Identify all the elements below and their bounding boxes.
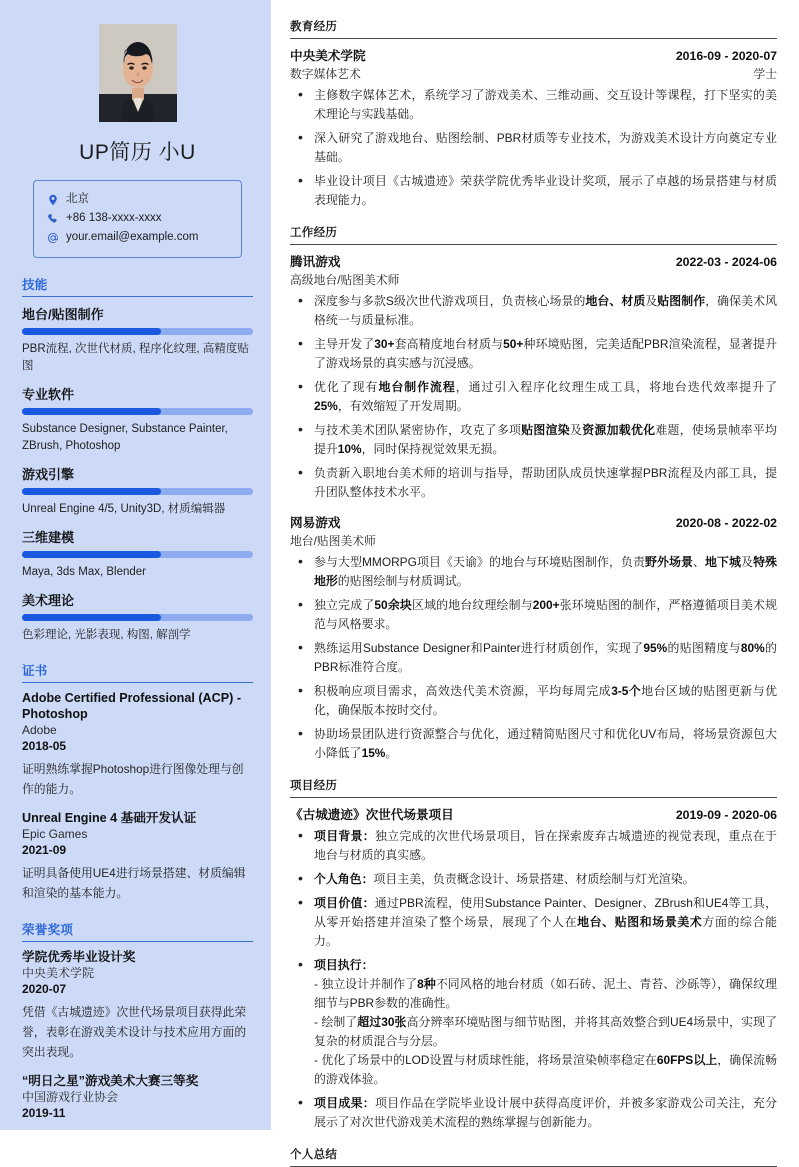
contact-phone (46, 209, 229, 228)
certificate-date: 2018-05 (22, 739, 67, 753)
certificate-org: Epic Games (22, 827, 88, 841)
job-title: 地台/贴图美术师 (290, 534, 376, 548)
skill-item (22, 464, 253, 518)
bullet: • 项目价值：通过PBR流程，使用Substance Painter、Designer、ZBrush和UE4等工具，从零开始搭建并渲染了整个场景，展现了个人在地台、贴图和场景美术方面的综合能力。 (290, 894, 777, 951)
contact-email-value: your.email@example.com (66, 231, 199, 243)
work-item-subheader (290, 532, 777, 549)
award-desc: 凭借《古城遗迹》次世代场景项目获得此荣誉，表彰在游戏美术设计与技术应用方面的突出表现。 (22, 1005, 247, 1059)
bullet: • 优化了现有地台制作流程，通过引入程序化纹理生成工具，将地台迭代效率提升了25%，有效缩短了开发周期。 (290, 378, 777, 416)
bullet: • 参与大型MMORPG项目《天谕》的地台与环境贴图制作，负责野外场景、地下城及特殊地形的贴图绘制与材质调试。 (290, 553, 777, 591)
work-item-subheader (290, 271, 777, 288)
skill-bar (22, 551, 253, 558)
sidebar-section-skills (22, 275, 253, 644)
bullet: • 个人角色：项目主美，负责概念设计、场景搭建、材质绘制与灯光渲染。 (290, 870, 777, 889)
skill-bar (22, 488, 253, 495)
contact-phone-value: +86 138-xxxx-xxxx (66, 212, 162, 224)
skill-name: 专业软件 (22, 387, 75, 402)
bullet: • 积极响应项目需求，高效迭代美术资源，平均每周完成3-5个地台区域的贴图更新与优化，确保版本按时交付。 (290, 682, 777, 720)
skill-desc: 色彩理论, 光影表现, 构图, 解剖学 (22, 629, 191, 641)
project-heading: 项目经历 (290, 777, 777, 798)
bullet: • 主导开发了30+套高精度地台材质与50+种环境贴图，完美适配PBR渲染流程，显著提升了游戏场景的真实感与沉浸感。 (290, 335, 777, 373)
skill-name: 地台/贴图制作 (22, 307, 104, 322)
work-bullets (290, 553, 777, 763)
award-date: 2019-11 (22, 1106, 66, 1120)
project-item-header (290, 804, 777, 823)
sidebar-section-awards (22, 920, 253, 1121)
profile-name: UP简历 小U (79, 141, 196, 164)
contact-card (33, 180, 242, 258)
skill-bar-fill (22, 328, 161, 335)
project-date: 2019-09 - 2020-06 (675, 808, 777, 822)
section-work (290, 224, 777, 763)
education-bullets (290, 86, 777, 210)
email-icon (46, 231, 59, 244)
bullet: • 深度参与多款S级次世代游戏项目，负责核心场景的地台、材质及贴图制作，确保美术风格统一与质量标准。 (290, 292, 777, 330)
skill-desc: Unreal Engine 4/5, Unity3D, 材质编辑器 (22, 503, 226, 515)
skill-bar (22, 328, 253, 335)
certificate-org: Adobe (22, 723, 57, 737)
contact-location-value: 北京 (66, 193, 89, 205)
bullet: • 主修数字媒体艺术，系统学习了游戏美术、三维动画、交互设计等课程，打下坚实的美术理论与实践基础。 (290, 86, 777, 124)
certificates-heading: 证书 (22, 661, 253, 683)
certificate-title: Unreal Engine 4 基础开发认证 (22, 811, 197, 825)
degree: 学士 (753, 67, 777, 81)
skill-desc: Substance Designer, Substance Painter, ZBrush, Photoshop (22, 423, 228, 452)
section-summary (290, 1146, 777, 1167)
skill-bar-fill (22, 488, 161, 495)
award-item (22, 1073, 253, 1121)
award-title: 学院优秀毕业设计奖 (22, 950, 136, 964)
award-date: 2020-07 (22, 982, 67, 996)
education-heading: 教育经历 (290, 18, 777, 39)
award-title: “明日之星”游戏美术大赛三等奖 (22, 1074, 199, 1088)
job-title: 高级地台/贴图美术师 (290, 273, 400, 287)
bullet: • 独立完成了50余块区域的地台纹理绘制与200+张环境贴图的制作，严格遵循项目美术规范与风格要求。 (290, 596, 777, 634)
education-item-subheader (290, 65, 777, 82)
sidebar-section-certificates (22, 661, 253, 903)
certificate-date: 2021-09 (22, 843, 67, 857)
skill-name: 游戏引擎 (22, 467, 75, 482)
bullet: • 深入研究了游戏地台、贴图绘制、PBR材质等专业技术，为游戏美术设计方向奠定专业基础。 (290, 129, 777, 167)
bullet: • 负责新入职地台美术师的培训与指导，帮助团队成员快速掌握PBR流程及内部工具，提升团队整体技术水平。 (290, 464, 777, 502)
bullet: • 项目成果：项目作品在学院毕业设计展中获得高度评价，并被多家游戏公司关注，充分展示了对次世代游戏美术流程的熟练掌握与创新能力。 (290, 1094, 777, 1132)
education-item (290, 45, 777, 210)
education-date: 2016-09 - 2020-07 (675, 49, 777, 63)
certificate-item (22, 810, 253, 903)
work-date: 2022-03 - 2024-06 (675, 255, 777, 269)
skill-bar (22, 408, 253, 415)
certificate-item (22, 690, 253, 799)
skill-item (22, 527, 253, 581)
work-item-header (290, 512, 777, 531)
sidebar (0, 0, 271, 1130)
company-name: 网易游戏 (290, 516, 341, 530)
certificate-desc: 证明具备使用UE4进行场景搭建、材质编辑和渲染的基本能力。 (22, 866, 246, 900)
skills-heading: 技能 (22, 275, 253, 297)
skill-desc: Maya, 3ds Max, Blender (22, 566, 147, 578)
skill-item (22, 590, 253, 644)
certificate-title: Adobe Certified Professional (ACP) - Photoshop (22, 691, 242, 721)
education-item-header (290, 45, 777, 64)
work-date: 2020-08 - 2022-02 (675, 516, 777, 530)
award-item (22, 949, 253, 1062)
project-item (290, 804, 777, 1132)
major: 数字媒体艺术 (290, 67, 361, 81)
skill-name: 美术理论 (22, 593, 75, 608)
photo-container (22, 24, 253, 122)
project-bullets (290, 827, 777, 1132)
phone-icon (46, 212, 59, 225)
bullet: • 项目背景：独立完成的次世代场景项目，旨在探索废弃古城遗迹的视觉表现，重点在于地台与材质的真实感。 (290, 827, 777, 865)
contact-location (46, 190, 229, 209)
skill-bar-fill (22, 614, 161, 621)
certificate-desc: 证明熟练掌握Photoshop进行图像处理与创作的能力。 (22, 762, 244, 796)
bullet: • 项目执行： - 独立设计并制作了8种不同风格的地台材质（如石砖、泥土、青苔、沙砾等），确保纹理细节与PBR参数的准确性。 - 绘制了超过30张高分辨率环境贴图与细节贴图，并将其高效整合到UE4场景中，实现了复杂的材质混合与分层。 - 优化了场景中的LOD设置与材质球性能，将场景渲染帧率稳定在60FPS以上，确保流畅的游戏体验。 (290, 956, 777, 1089)
bullet: • 与技术美术团队紧密协作，攻克了多项贴图渲染及资源加载优化难题，使场景帧率平均提升10%，同时保持视觉效果无损。 (290, 421, 777, 459)
work-item (290, 512, 777, 763)
company-name: 腾讯游戏 (290, 255, 341, 269)
bullet: • 协助场景团队进行资源整合与优化，通过精简贴图尺寸和优化UV布局，将场景资源包大小降低了15%。 (290, 725, 777, 763)
awards-heading: 荣誉奖项 (22, 920, 253, 942)
main-content (271, 0, 799, 1161)
contact-email (46, 228, 229, 247)
section-projects (290, 777, 777, 1132)
skill-name: 三维建模 (22, 530, 75, 545)
work-item-header (290, 251, 777, 270)
skill-bar-fill (22, 551, 161, 558)
school-name: 中央美术学院 (290, 49, 366, 63)
location-icon (46, 193, 59, 206)
section-education (290, 18, 777, 210)
skill-bar-fill (22, 408, 161, 415)
award-org: 中国游戏行业协会 (22, 1090, 119, 1104)
skill-desc: PBR流程, 次世代材质, 程序化纹理, 高精度贴图 (22, 343, 249, 372)
portrait-photo (99, 24, 177, 122)
project-title: 《古城遗迹》次世代场景项目 (290, 808, 454, 822)
bullet: • 熟练运用Substance Designer和Painter进行材质创作，实现了95%的贴图精度与80%的PBR标准符合度。 (290, 639, 777, 677)
work-bullets (290, 292, 777, 502)
summary-heading: 个人总结 (290, 1146, 777, 1167)
portrait-illustration (99, 24, 177, 122)
skill-item (22, 384, 253, 455)
skill-item (22, 304, 253, 375)
work-heading: 工作经历 (290, 224, 777, 245)
award-org: 中央美术学院 (22, 966, 95, 980)
bullet: • 毕业设计项目《古城遗迹》荣获学院优秀毕业设计奖项，展示了卓越的场景搭建与材质表现能力。 (290, 172, 777, 210)
skill-bar (22, 614, 253, 621)
work-item (290, 251, 777, 502)
